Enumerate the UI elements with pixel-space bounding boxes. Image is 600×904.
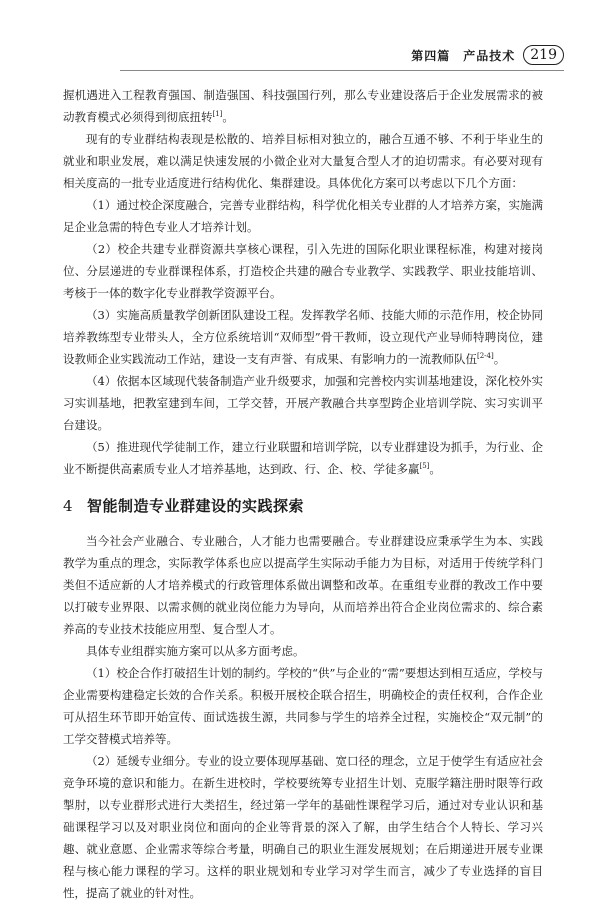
running-header	[411, 45, 564, 65]
list-item: （2）校企共建专业群资源共享核心课程，引入先进的国际化职业课程标准，构建对接岗位、分层递进的专业群课程体系，打造校企共建的融合专业教学、实践教学、职业技能培训、考核于一体的数字化专业群教学资源平台。	[63, 242, 543, 300]
list-item: （2）延缓专业细分。专业的设立要体现厚基础、宽口径的理念，立足于使学生有适应社会竞争环境的意识和能力。在新生进校时，学校要统筹专业招生计划、克服学籍注册时限等行政掣肘，以专业群形式进行大类招生，经过第一学年的基础性课程学习后，通过对专业认识和基础课程学习以及对职业岗位和面向的企业等背景的深入了解，由学生结合个人特长、学习兴趣、就业意愿、企业需求等综合考量，明确自己的职业生涯发展规划；在后期递进开展专业课程与核心能力课程的学习。这样的职业规划和专业学习对学生而言，减少了专业选择的盲目性，提高了就业的针对性。	[63, 754, 543, 900]
paragraph: 现有的专业群结构表现是松散的、培养目标相对独立的，融合互通不够、不利于毕业生的就业和职业发展，难以满足快速发展的小微企业对大量复合型人才的迫切需求。有必要对现有相关度高的一批专业适度进行结构优化、集群建设。具体优化方案可以考虑以下几个方面：	[63, 132, 543, 190]
citation-ref: [5]	[419, 462, 430, 471]
citation-ref: [2-4]	[477, 352, 494, 361]
citation-ref: [1]	[212, 110, 223, 119]
list-item: （5）推进现代学徒制工作，建立行业联盟和培训学院，以专业群建设为抓手，为行业、企业不断提供高素质专业人才培养基地，达到政、行、企、校、学徒多赢[5]。	[63, 440, 543, 476]
section-label: 第四篇 产品技术	[411, 48, 516, 63]
section-heading	[63, 494, 543, 518]
header-rule	[120, 70, 564, 71]
paragraph: 握机遇进入工程教育强国、制造强国、科技强国行列，那么专业建设落后于企业发展需求的被动教育模式必须得到彻底扭转[1]。	[63, 88, 543, 124]
body-text	[63, 84, 543, 904]
list-item: （1）校企合作打破招生计划的制约。学校的“供”与企业的“需”要想达到相互适应，学校与企业需要构建稳定长效的合作关系。积极开展校企联合招生，明确校企的责任权利，合作企业可从招生环节即开始宣传、面试选拔生源，共同参与学生的培养全过程，实施校企“双元制”的工学交替模式培养等。	[63, 666, 543, 746]
section-title: 智能制造专业群建设的实践探索	[87, 497, 305, 515]
paragraph: 具体专业组群实施方案可以从多方面考虑。	[86, 644, 305, 658]
section-number: 4	[63, 497, 74, 515]
list-item: （1）通过校企深度融合，完善专业群结构，科学优化相关专业群的人才培养方案，实施满足企业急需的特色专业人才培养计划。	[63, 198, 543, 234]
page-number: 219	[523, 45, 564, 65]
paragraph: 当今社会产业融合、专业融合，人才能力也需要融合。专业群建设应秉承学生为本、实践教学为重点的理念，实际教学体系也应以提高学生实际动手能力为目标，对适用于传统学科门类但不适应新的人才培养模式的行政管理体系做出调整和改革。在重组专业群的教改工作中要以打破专业界限、以需求侧的就业岗位能力为导向，从而培养出符合企业岗位需求的、综合素养高的专业技术技能应用型、复合型人才。	[63, 534, 543, 636]
list-item: （3）实施高质量教学创新团队建设工程。发挥教学名师、技能大师的示范作用，校企协同培养教练型专业带头人，全方位系统培训“双师型”骨干教师，设立现代产业导师特聘岗位，建设教师企业实践流动工作站，建设一支有声誉、有成果、有影响力的一流教师队伍[2-4]。	[63, 308, 543, 366]
list-item: （4）依据本区域现代装备制造产业升级要求，加强和完善校内实训基地建设，深化校外实习实训基地，把教室建到车间，工学交替，开展产教融合共享型跨企业培训学院、实习实训平台建设。	[63, 374, 543, 432]
